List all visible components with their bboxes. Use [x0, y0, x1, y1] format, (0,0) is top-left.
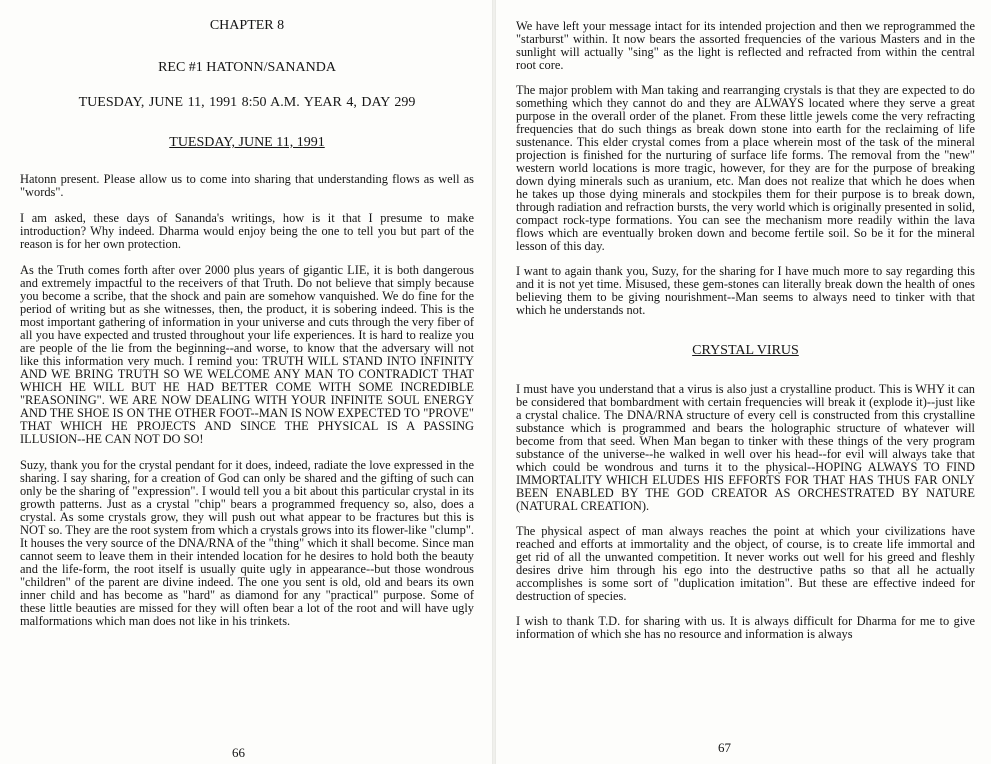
right-paragraph-5: The physical aspect of man always reaches the point at which your civilizations have reached and efforts at immortality and the object, of course, is to create life immortal and get rid of all the unwanted competition. It never works out well for his greed and fleshly desires drive him through his ego into the destructive paths so that all he actually accomplishes is some sort of "duplication imitation". But these are effective indeed for destruction of species.: [516, 524, 975, 603]
dateline: TUESDAY, JUNE 11, 1991 8:50 A.M. YEAR 4, DAY 299: [78, 95, 416, 110]
left-paragraph-3: As the Truth comes forth after over 2000 plus years of gigantic LIE, it is both dangerous and extremely impactful to the receivers of that Truth. Do not believe that simply because you become a scribe, that the shock and pain are somehow vanquished. We do fine for the period of writing but as she witnesses, then, the product, it is sobering indeed. This is the most important gathering of information in your universe and cuts through the very fiber of all you have expected and trusted throughout your life experiences. It is hard to realize you are people of the lie from the beginning--and worse, to know that the adversary will not like this information very much. I remind you: TRUTH WILL STAND INTO INFINITY AND WE BRING TRUTH SO WE WELCOME ANY MAN TO CONTRADICT THAT WHICH HE WILL BUT HE HAD BETTER COME WITH SOME INCREDIBLE "REASONING". WE ARE NOW DEALING WITH YOUR INFINITE SOUL ENERGY AND THE SHOE IS ON THE OTHER FOOT--MAN IS NOW EXPECTED TO "PROVE" THAT WHICH HE PROJECTS AND SINCE THE PHYSICAL IS A PASSING ILLUSION--HE CAN NOT DO SO!: [20, 263, 474, 446]
left-paragraph-1: Hatonn present. Please allow us to come into sharing that understanding flows as well as "words".: [20, 172, 474, 199]
page-number-left: 66: [232, 745, 245, 760]
right-paragraph-2: The major problem with Man taking and rearranging crystals is that they are expected to do something which they cannot do and they are ALWAYS located where they serve a great purpose in the overall order of the planet. From these little jewels come the very refracting frequencies that do such things as break down stone into earth for the reclaiming of life sustenance. This elder crystal comes from a place wherein most of the task of the mineral projection is finished for the nurturing of surface life forms. The removal from the "new" western world locations is more tragic, however, for they are for the purpose of breaking down dying minerals such as uranium, etc. Man does not realize that which he does when he takes up those dying minerals and stockpiles them for their purpose is to break down, through radiation and refraction bursts, the very world which is originally presented in solid, compact rock-type formations. You can see the mechanism more readily within the lava flows which are eventually broken down and become fertile soil. So be it for the mineral lesson of this day.: [516, 83, 975, 253]
right-paragraph-4: I must have you understand that a virus is also just a crystalline product. This is WHY it can be considered that bombardment with certain frequencies will break it (explode it)--just like a crystal chalice. The DNA/RNA structure of every cell is constructed from this crystalline substance which is programmed and bears the holographic structure of whatever will become from that seed. When Man began to tinker with these things of the very program substance of the universe--he walked in well over his head--for evil will always take that which could be wondrous and turns it to the physical--HOPING ALWAYS TO FIND IMMORTALITY WHICH ELUDES HIS EFFORTS FOR THAT HAS THUS FAR ONLY BEEN ENABLED BY THE GOD CREATOR AS ORCHESTRATED BY NATURE (NATURAL CREATION).: [516, 382, 975, 513]
chapter-title: CHAPTER 8: [209, 18, 285, 33]
left-paragraph-2: I am asked, these days of Sananda's writings, how is it that I presume to make introduction? Why indeed. Dharma would enjoy being the one to tell you but part of the reason is for her own protection.: [20, 211, 474, 251]
section-heading: CRYSTAL VIRUS: [692, 343, 799, 358]
right-paragraph-6: I wish to thank T.D. for sharing with us. It is always difficult for Dharma for me to give information of which she has no resource and information is always: [516, 614, 975, 641]
right-paragraph-1: We have left your message intact for its intended projection and then we reprogrammed the "starburst" within. It now bears the assorted frequencies of the various Masters and in the sunlight will actually "sing" as the light is reflected and refracted from within the central root core.: [516, 19, 975, 72]
right-page: [494, 0, 991, 764]
left-page: [0, 0, 494, 764]
subtitle: TUESDAY, JUNE 11, 1991: [169, 135, 325, 150]
rec-line: REC #1 HATONN/SANANDA: [158, 60, 336, 75]
left-paragraph-4: Suzy, thank you for the crystal pendant for it does, indeed, radiate the love expressed in the sharing. I say sharing, for a creation of God can only be shared and the gifting of such can only be the sharing of "expression". I would tell you a bit about this particular crystal in its growth patterns. Just as a crystal "chip" bears a programmed frequency so, also, does a crystal. As some crystals grow, they will push out what appear to be fractures but this is NOT so. They are the root system from which a crystals grows into its flower-like "clump". It houses the very source of the DNA/RNA of the "thing" which it shall become. Since man cannot seem to leave them in their intended location for he desires to hold both the beauty and the life-form, the root itself is usually quite ugly in appearance--but those wondrous "children" of the parent are divine indeed. The one you sent is old, old and bears its own inner child and has become as "hard" as diamond for any "practical" purpose. Some of these little beauties are missed for they will often bear a lot of the root and will have ugly malformations which man does not like in his trinkets.: [20, 458, 474, 628]
right-paragraph-3: I want to again thank you, Suzy, for the sharing for I have much more to say regarding this and it is not yet time. Misused, these gem-stones can literally break down the health of ones believing them to be giving nourishment--Man seems to always need to tinker with that which he understands not.: [516, 264, 975, 317]
page-number-right: 67: [718, 740, 731, 755]
